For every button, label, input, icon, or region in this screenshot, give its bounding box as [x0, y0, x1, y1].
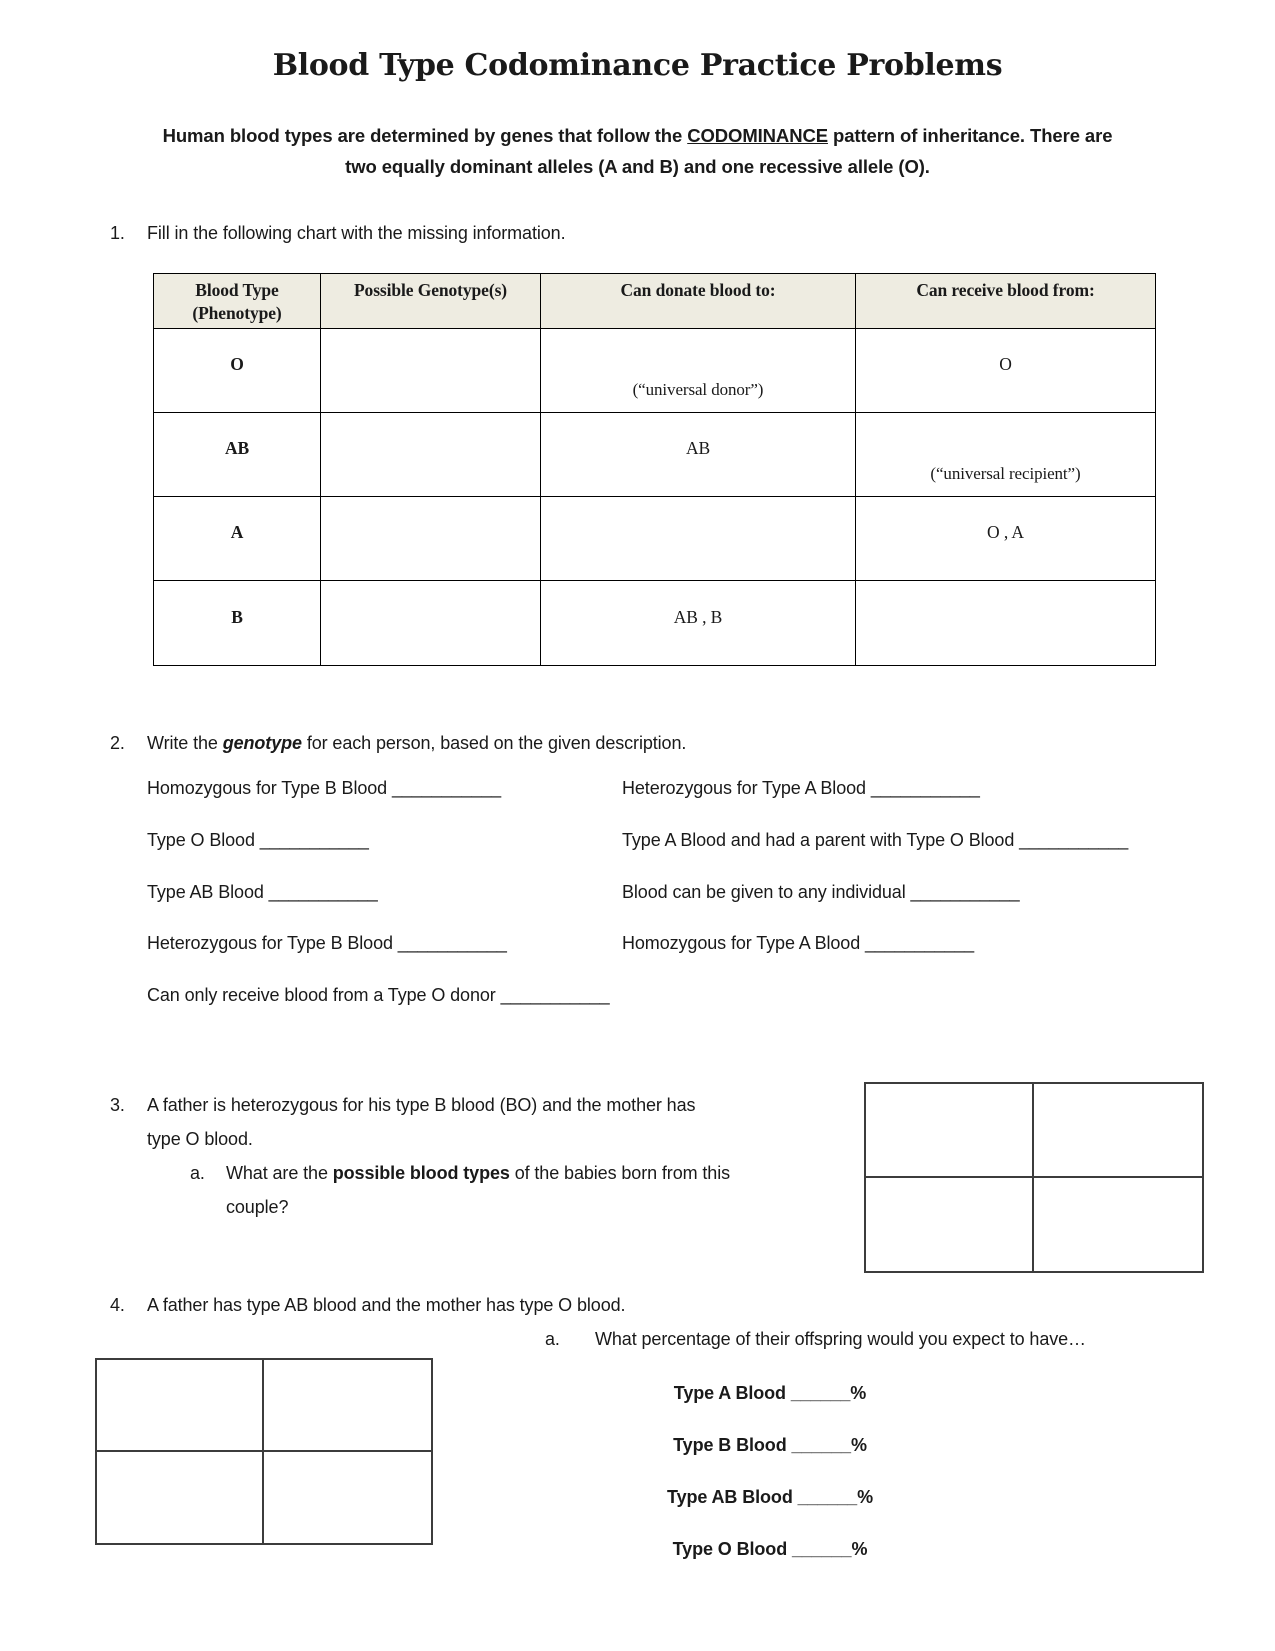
q2-row-3: [147, 881, 1227, 903]
row-b-genotype-cell: [321, 581, 541, 666]
q2-row-5: [147, 984, 1227, 1006]
row-a-genotype-cell: [321, 497, 541, 581]
table-header-phenotype: Blood Type (Phenotype): [154, 274, 321, 329]
punnett-q4-cell-bottom-left: [97, 1452, 264, 1544]
q2-item-given-to-any: Blood can be given to any individual ___________: [622, 882, 1020, 902]
punnett-q3-cell-bottom-right: [1034, 1178, 1202, 1272]
blank-type-ab-percent: Type AB Blood ______%: [667, 1487, 873, 1507]
blank-type-a-percent: Type A Blood ______%: [673, 1383, 867, 1403]
table-header-genotype: Possible Genotype(s): [321, 274, 541, 329]
blank-type-b-percent: Type B Blood ______%: [673, 1435, 867, 1455]
codominance-underlined-term: CODOMINANCE: [687, 125, 828, 146]
possible-blood-types-emphasis: possible blood types: [332, 1163, 510, 1183]
intro-paragraph: [70, 120, 1205, 182]
q2-item-type-o: Type O Blood ___________: [147, 830, 369, 850]
question-3a-label: a.: [190, 1163, 205, 1183]
question-4a-label: a.: [545, 1329, 560, 1349]
row-ab-genotype-cell: [321, 413, 541, 497]
q2-item-only-receive-o: Can only receive blood from a Type O donor ___________: [147, 985, 610, 1005]
punnett-q3-cell-bottom-left: [866, 1178, 1034, 1272]
question-3a: a. What are the possible blood types of the babies born from this: [190, 1156, 730, 1190]
question-1-number: 1.: [110, 223, 125, 243]
question-4a: [545, 1328, 1086, 1350]
question-2-prompt: Write the genotype for each person, based on the given description.: [147, 733, 687, 753]
punnett-q4-cell-top-left: [97, 1360, 264, 1452]
row-o-donate-cell: (“universal donor”): [541, 329, 856, 413]
row-a-receive-cell: O , A: [856, 497, 1156, 581]
blood-type-table: [153, 273, 1156, 666]
question-3: [110, 1088, 730, 1224]
question-4-number: 4.: [110, 1295, 125, 1315]
q2-item-type-ab: Type AB Blood ___________: [147, 882, 378, 902]
question-4: [110, 1294, 625, 1316]
question-2-number: 2.: [110, 733, 125, 753]
question-3-line-2: type O blood.: [147, 1129, 253, 1149]
question-3-line-1: 3. A father is heterozygous for his type B blood (BO) and the mother has: [110, 1088, 730, 1122]
row-o-phenotype-cell: O: [154, 329, 321, 413]
punnett-square-q4: [95, 1358, 433, 1545]
question-4a-prompt: What percentage of their offspring would you expect to have…: [595, 1329, 1086, 1349]
row-b-donate-cell: AB , B: [541, 581, 856, 666]
punnett-q3-cell-top-left: [866, 1084, 1034, 1178]
table-header-receive: Can receive blood from:: [856, 274, 1156, 329]
q2-item-heterozygous-b: Heterozygous for Type B Blood ___________: [147, 933, 507, 953]
genotype-emphasis: genotype: [222, 733, 302, 753]
punnett-square-q3: [864, 1082, 1204, 1273]
question-1-prompt: Fill in the following chart with the missing information.: [147, 223, 566, 243]
q2-item-homozygous-b: Homozygous for Type B Blood ___________: [147, 778, 502, 798]
row-ab-donate-cell: AB: [541, 413, 856, 497]
punnett-q4-cell-top-right: [264, 1360, 431, 1452]
q2-row-4: [147, 932, 1227, 954]
intro-line-1-post: pattern of inheritance. There are: [827, 125, 1113, 146]
question-3-number: 3.: [110, 1095, 125, 1115]
q2-item-type-a-parent-o: Type A Blood and had a parent with Type O Blood ___________: [622, 830, 1129, 850]
intro-line-1-pre: Human blood types are determined by genes that follow the: [162, 125, 688, 146]
blank-type-o-percent: Type O Blood ______%: [672, 1539, 868, 1559]
row-a-donate-cell: [541, 497, 856, 581]
row-a-phenotype-cell: A: [154, 497, 321, 581]
q2-item-homozygous-a: Homozygous for Type A Blood ___________: [622, 933, 975, 953]
q2-row-1: [147, 777, 1227, 799]
q2-row-2: [147, 829, 1227, 851]
row-ab-receive-cell: (“universal recipient”): [856, 413, 1156, 497]
row-o-genotype-cell: [321, 329, 541, 413]
q4-percentage-blanks: [560, 1382, 980, 1590]
question-4-prompt: A father has type AB blood and the mother has type O blood.: [147, 1295, 626, 1315]
row-ab-phenotype-cell: AB: [154, 413, 321, 497]
question-3a-line-2: couple?: [226, 1197, 289, 1217]
page-title: Blood Type Codominance Practice Problems: [272, 48, 1003, 83]
intro-line-1: [70, 120, 1205, 151]
row-o-receive-cell: O: [856, 329, 1156, 413]
q2-item-heterozygous-a: Heterozygous for Type A Blood ___________: [622, 778, 980, 798]
row-b-phenotype-cell: B: [154, 581, 321, 666]
question-1: [110, 222, 565, 244]
intro-line-2: two equally dominant alleles (A and B) and one recessive allele (O).: [345, 156, 930, 177]
punnett-q4-cell-bottom-right: [264, 1452, 431, 1544]
row-b-receive-cell: [856, 581, 1156, 666]
table-header-donate: Can donate blood to:: [541, 274, 856, 329]
punnett-q3-cell-top-right: [1034, 1084, 1202, 1178]
question-2: [110, 732, 686, 754]
